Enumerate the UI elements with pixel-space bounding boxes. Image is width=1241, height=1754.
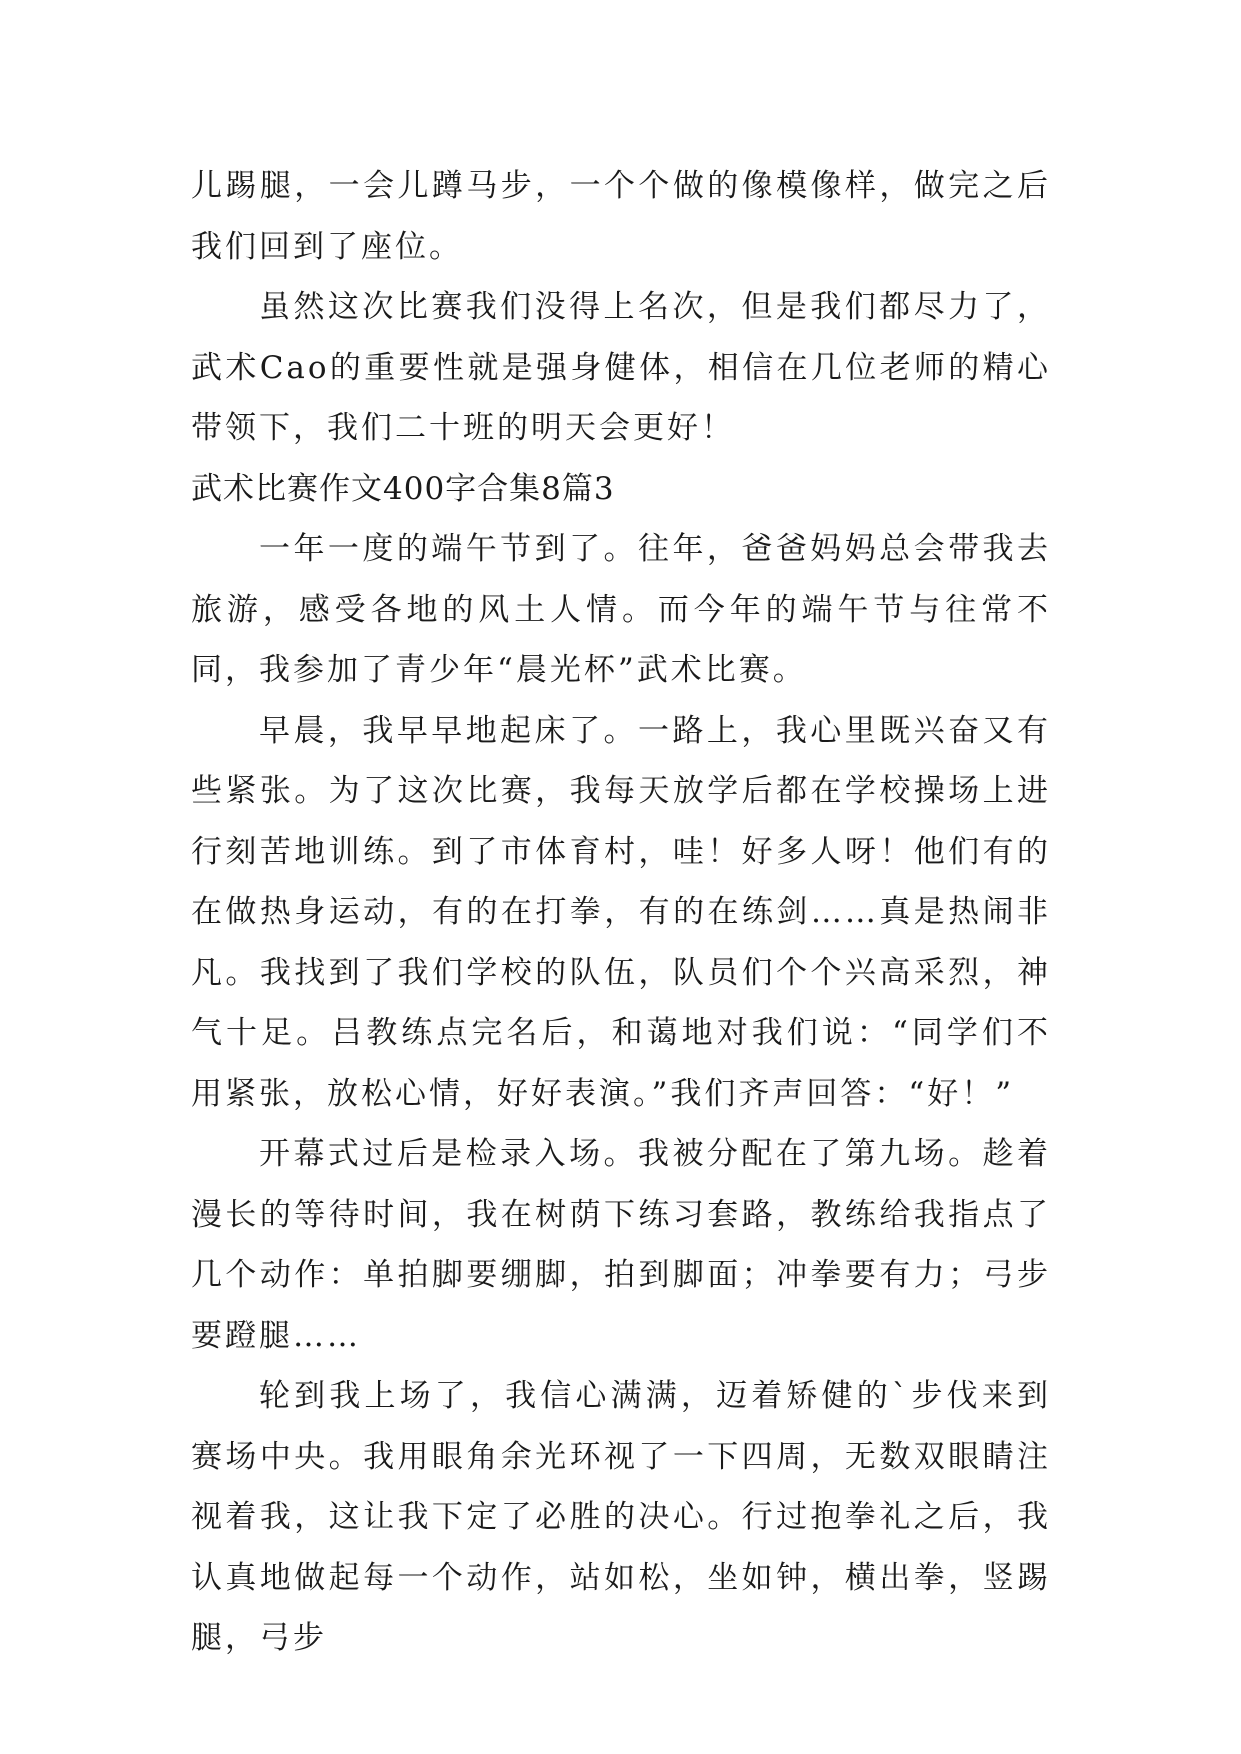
paragraph-continuation: 儿踢腿，一会儿蹲马步，一个个做的像模像样，做完之后我们回到了座位。 — [191, 168, 1051, 265]
paragraph-body: 早晨，我早早地起床了。一路上，我心里既兴奋又有些紧张。为了这次比赛，我每天放学后都在学校操场上进行刻苦地训练。到了市体育村，哇！好多人呀！他们有的在做热身运动，有的在打拳，有的在练剑……真是热闹非凡。我找到了我们学校的队伍，队员们个个兴高采烈，神气十足。吕教练点完名后，和蔼地对我们说：“同学们不用紧张，放松心情，好好表演。”我们齐声回答：“好！” — [191, 712, 1051, 1112]
paragraph-body: 开幕式过后是检录入场。我被分配在了第九场。趁着漫长的等待时间，我在树荫下练习套路，教练给我指点了几个动作：单拍脚要绷脚，拍到脚面；冲拳要有力；弓步要蹬腿…… — [191, 1136, 1051, 1354]
paragraph-body: 轮到我上场了，我信心满满，迈着矫健的`步伐来到赛场中央。我用眼角余光环视了一下四周，无数双眼睛注视着我，这让我下定了必胜的决心。行过抱拳礼之后，我认真地做起每一个动作，站如松，坐如钟，横出拳，竖踢腿，弓步 — [191, 1378, 1051, 1656]
document-body — [191, 156, 1051, 1669]
section-heading: 武术比赛作文400字合集8篇3 — [191, 470, 615, 507]
paragraph-body: 一年一度的端午节到了。往年，爸爸妈妈总会带我去旅游，感受各地的风土人情。而今年的端午节与往常不同，我参加了青少年“晨光杯”武术比赛。 — [191, 531, 1051, 688]
paragraph-body: 虽然这次比赛我们没得上名次，但是我们都尽力了，武术Cao的重要性就是强身健体，相信在几位老师的精心带领下，我们二十班的明天会更好！ — [191, 289, 1051, 446]
